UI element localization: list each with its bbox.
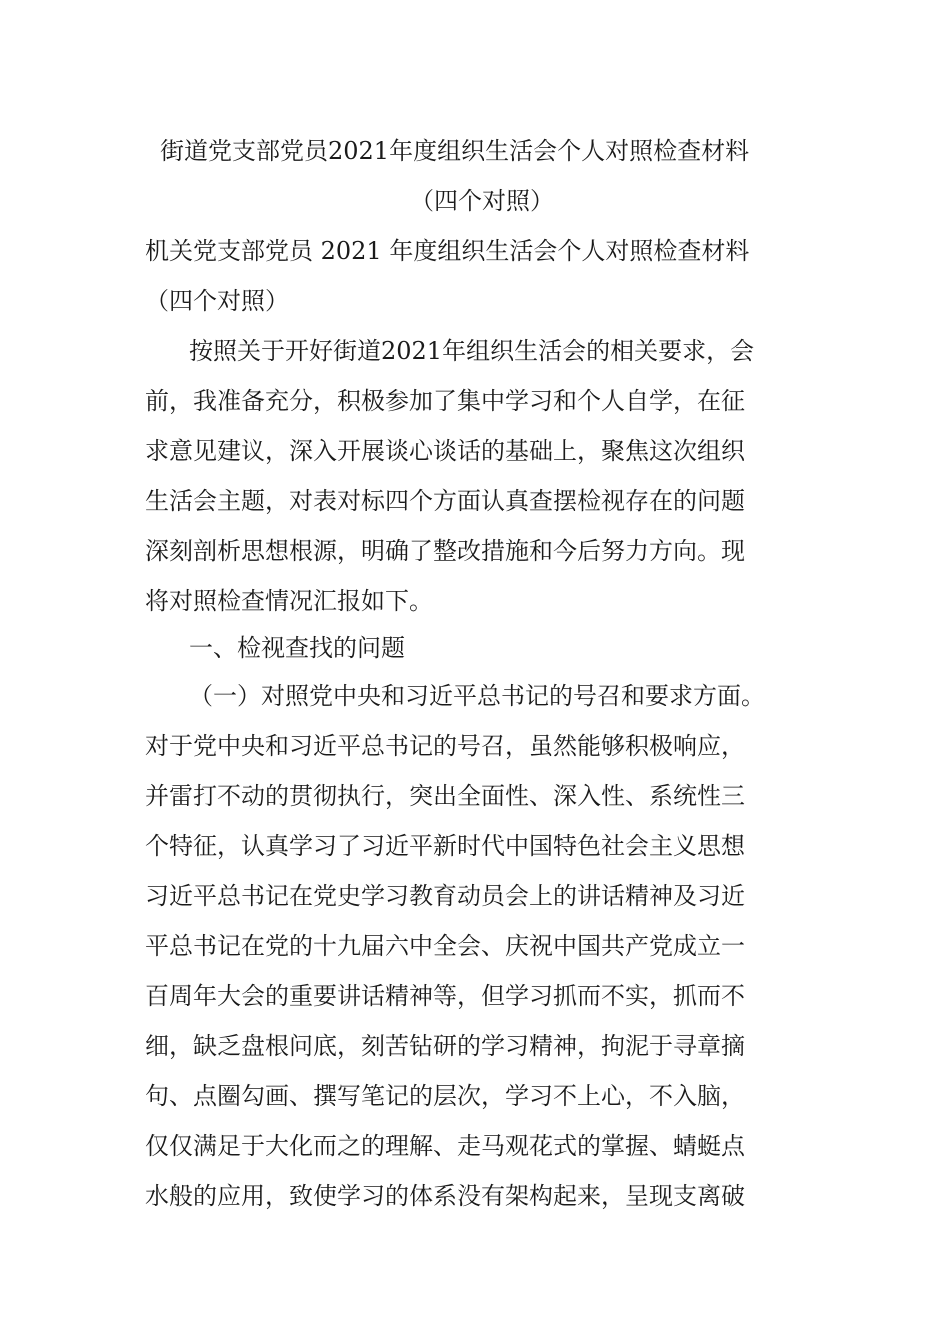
body-line: 水般的应用，致使学习的体系没有架构起来，呈现支离破 <box>145 1182 745 1210</box>
body-line: 句、点圈勾画、撰写笔记的层次，学习不上心，不入脑， <box>145 1082 745 1110</box>
document-subtitle: （四个对照） <box>410 187 554 215</box>
body-line: 将对照检查情况汇报如下。 <box>145 587 433 615</box>
body-line: 个特征，认真学习了习近平新时代中国特色社会主义思想 <box>145 832 745 860</box>
body-line: 生活会主题，对表对标四个方面认真查摆检视存在的问题 <box>145 487 745 515</box>
section-heading: 一、检视查找的问题 <box>189 634 405 662</box>
body-line: 按照关于开好街道2021年组织生活会的相关要求，会 <box>189 337 755 365</box>
subsection-heading: （一）对照党中央和习近平总书记的号召和要求方面。 <box>189 682 765 710</box>
body-line: 深刻剖析思想根源，明确了整改措施和今后努力方向。现 <box>145 537 745 565</box>
body-line: 仅仅满足于大化而之的理解、走马观花式的掌握、蜻蜓点 <box>145 1132 745 1160</box>
body-line: 求意见建议，深入开展谈心谈话的基础上，聚焦这次组织 <box>145 437 745 465</box>
body-line: 平总书记在党的十九届六中全会、庆祝中国共产党成立一 <box>145 932 745 960</box>
body-line: 细，缺乏盘根问底，刻苦钻研的学习精神，拘泥于寻章摘 <box>145 1032 745 1060</box>
body-line: 机关党支部党员 2021 年度组织生活会个人对照检查材料 <box>145 237 750 265</box>
body-line: 百周年大会的重要讲话精神等，但学习抓而不实，抓而不 <box>145 982 745 1010</box>
body-line: 并雷打不动的贯彻执行，突出全面性、深入性、系统性三 <box>145 782 745 810</box>
document-title: 街道党支部党员2021年度组织生活会个人对照检查材料 <box>160 137 750 165</box>
body-line: 习近平总书记在党史学习教育动员会上的讲话精神及习近 <box>145 882 745 910</box>
body-line: 前，我准备充分，积极参加了集中学习和个人自学，在征 <box>145 387 745 415</box>
body-line: 对于党中央和习近平总书记的号召，虽然能够积极响应， <box>145 732 745 760</box>
body-line: （四个对照） <box>145 287 289 315</box>
